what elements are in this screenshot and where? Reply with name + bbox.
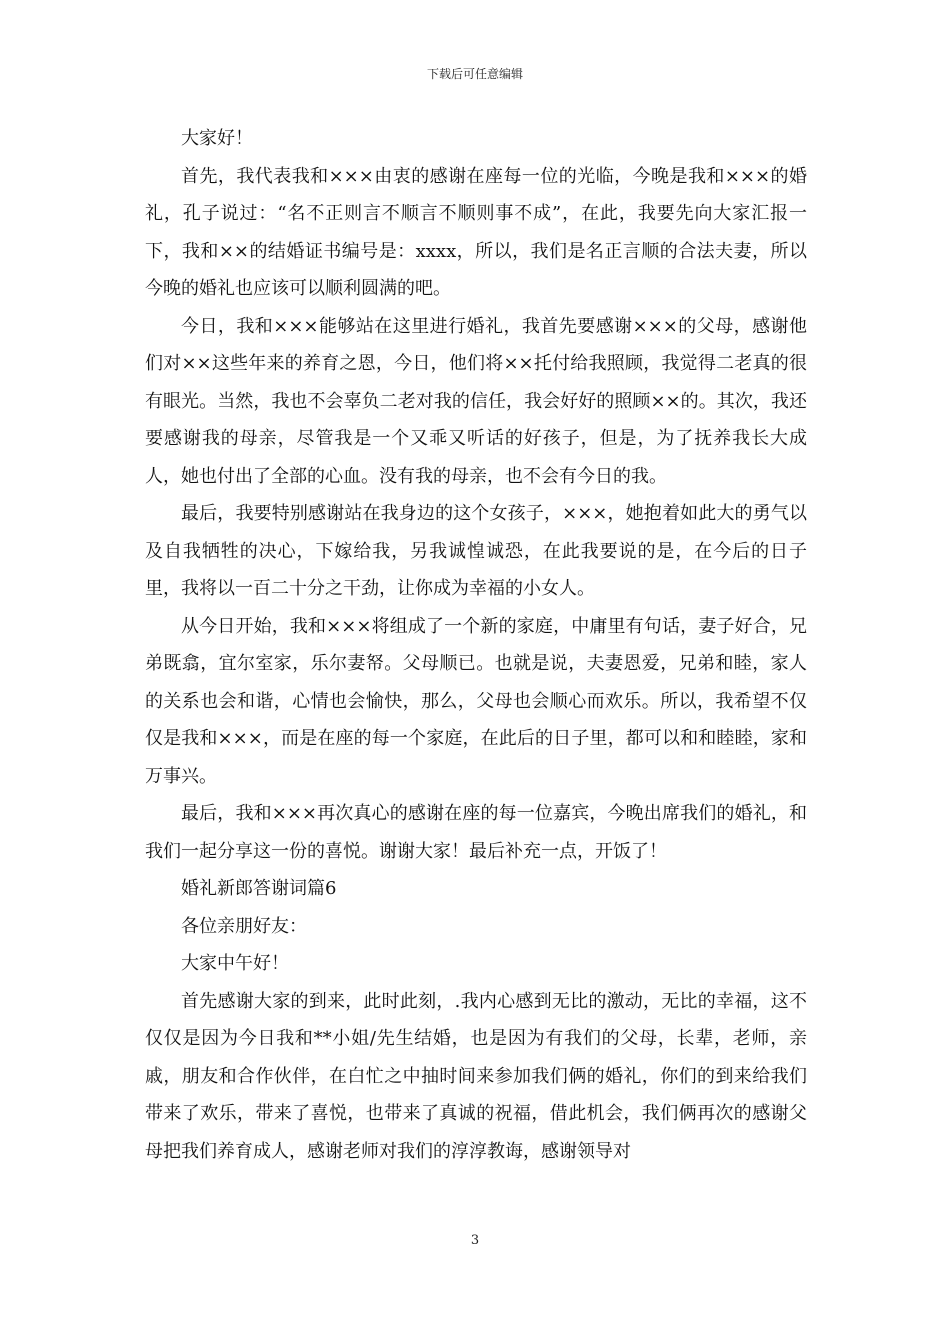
section-title: 婚礼新郎答谢词篇6 — [181, 878, 337, 899]
body-paragraph: 最后，我和×××再次真心的感谢在座的每一位嘉宾，今晚出席我们的婚礼，和我们一起分享这一份的喜悦。谢谢大家！最后补充一点，开饭了！ — [145, 803, 807, 862]
salutation-paragraph: 各位亲朋好友： — [181, 915, 307, 937]
page-header: 下载后可任意编辑 — [426, 67, 523, 81]
document-body — [145, 120, 807, 1170]
body-paragraph: 从今日开始，我和×××将组成了一个新的家庭，中庸里有句话，妻子好合，兄弟既翕，宜尔室家，乐尔妻帑。父母顺已。也就是说，夫妻恩爱，兄弟和睦，家人的关系也会和谐，心情也会愉快，那么，父母也会顺心而欢乐。所以，我希望不仅仅是我和×××，而是在座的每一个家庭，在此后的日子里，都可以和和睦睦，家和万事兴。 — [145, 615, 807, 787]
greeting-paragraph: 大家好！ — [181, 128, 253, 149]
greeting-paragraph: 大家中午好！ — [181, 953, 289, 974]
body-paragraph: 首先，我代表我和×××由衷的感谢在座每一位的光临，今晚是我和×××的婚礼，孔子说过：“名不正则言不顺言不顺则事不成”，在此，我要先向大家汇报一下，我和××的结婚证书编号是：xxxx，所以，我们是名正言顺的合法夫妻，所以今晚的婚礼也应该可以顺利圆满的吧。 — [145, 165, 807, 299]
page-number: 3 — [470, 1233, 480, 1248]
body-paragraph: 今日，我和×××能够站在这里进行婚礼，我首先要感谢×××的父母，感谢他们对××这些年来的养育之恩，今日，他们将××托付给我照顾，我觉得二老真的很有眼光。当然，我也不会辜负二老对我的信任，我会好好的照顾××的。其次，我还要感谢我的母亲，尽管我是一个又乖又听话的好孩子，但是，为了抚养我长大成人，她也付出了全部的心血。没有我的母亲，也不会有今日的我。 — [145, 315, 807, 487]
body-paragraph: 最后，我要特别感谢站在我身边的这个女孩子，×××，她抱着如此大的勇气以及自我牺牲的决心，下嫁给我，另我诚惶诚恐，在此我要说的是，在今后的日子里，我将以一百二十分之干劲，让你成为幸福的小女人。 — [145, 503, 807, 599]
body-paragraph: 首先感谢大家的到来，此时此刻，.我内心感到无比的激动，无比的幸福，这不仅仅是因为今日我和**小姐/先生结婚，也是因为有我们的父母，长辈，老师，亲戚，朋友和合作伙伴，在白忙之中抽时间来参加我们俩的婚礼，你们的到来给我们带来了欢乐，带来了喜悦，也带来了真诚的祝福，借此机会，我们俩再次的感谢父母把我们养育成人，感谢老师对我们的淳淳教诲，感谢领导对 — [145, 990, 807, 1162]
